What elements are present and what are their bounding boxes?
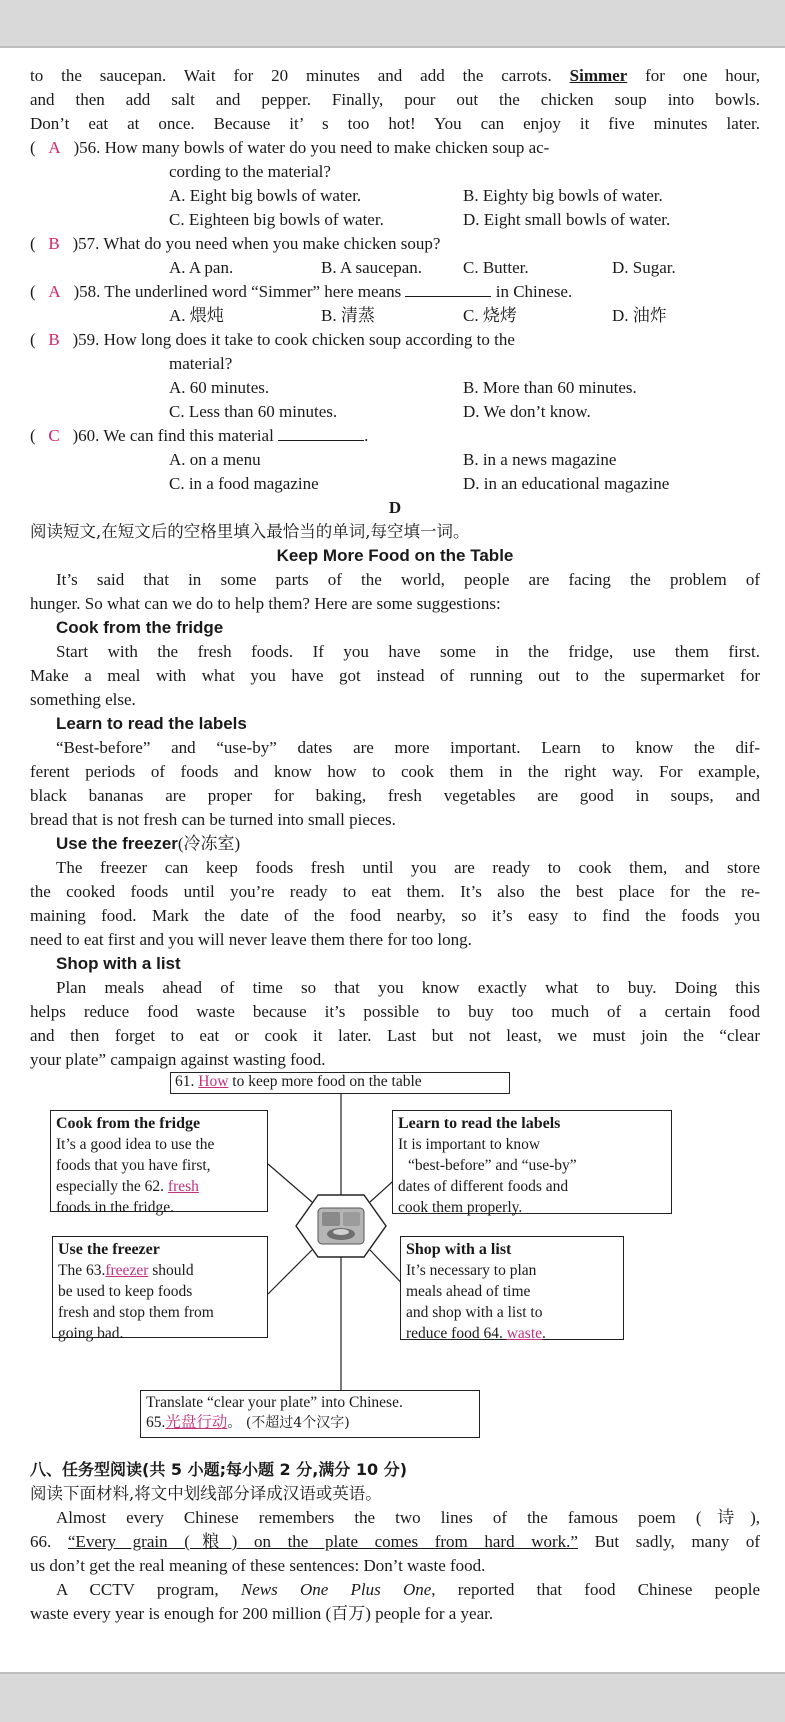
question-stem: cording to the material? [169, 162, 331, 181]
question-59: ( B )59. How long does it take to cook chicken soup according to the [30, 330, 515, 349]
section-letter: D [388, 498, 402, 517]
answer-blank[interactable] [278, 425, 364, 441]
filled-answer: fresh [167, 1178, 199, 1195]
bottom-margin-band [0, 1672, 785, 1722]
filled-answer: freezer [105, 1262, 149, 1279]
passage-line: the cooked foods until you’re ready to eat them. It’s also the best place for the re- [30, 882, 760, 901]
filled-answer: waste [506, 1325, 543, 1342]
passage-line: helps reduce food waste because it’s possible to buy too much of a certain food [30, 1002, 760, 1021]
option: D. 油炸 [612, 306, 667, 325]
subheading: Cook from the fridge [56, 618, 224, 637]
passage-line: Plan meals ahead of time so that you know exactly what to buy. Doing this [56, 978, 760, 997]
passage-line: us don’t get the real meaning of these sentences: Don’t waste food. [30, 1556, 486, 1575]
box-cook-from-fridge: Cook from the fridge It’s a good idea to use the foods that you have first, especially the 62. fresh foods in the fridge. [50, 1110, 268, 1212]
answer-letter: B [48, 330, 60, 349]
option: D. in an educational magazine [463, 474, 670, 493]
passage-line: “Best-before” and “use-by” dates are more important. Learn to know the dif- [56, 738, 760, 757]
option: A. 煨炖 [169, 306, 224, 325]
passage-line: and then add salt and pepper. Finally, pour out the chicken soup into bowls. [30, 90, 760, 109]
section-instruction: 阅读下面材料,将文中划线部分译成汉语或英语。 [30, 1484, 382, 1503]
question-57: ( B )57. What do you need when you make chicken soup? [30, 234, 441, 253]
answer-letter: A [48, 138, 61, 157]
passage-line: Don’t eat at once. Because it’ s too hot! You can enjoy it five minutes later. [30, 114, 760, 133]
question-stem: material? [169, 354, 233, 373]
box-read-labels: Learn to read the labels It is important to know “best-before” and “use-by” dates of different foods and cook them properly. [392, 1110, 672, 1214]
passage-line: A CCTV program, News One Plus One, reported that food Chinese people [56, 1580, 760, 1599]
option: A. A pan. [169, 258, 234, 277]
option: D. We don’t know. [463, 402, 591, 421]
answer-letter: A [48, 282, 61, 301]
underlined-word: Simmer [569, 66, 628, 85]
filled-answer: 光盘行动 [165, 1414, 228, 1431]
top-margin-band [0, 0, 785, 48]
passage-line: and then forget to eat or cook it later. Last but not least, we must join the “clear [30, 1026, 760, 1045]
option: B. More than 60 minutes. [463, 378, 637, 397]
tray-image-icon [318, 1208, 364, 1244]
passage-line: waste every year is enough for 200 million (百万) people for a year. [30, 1604, 494, 1623]
option: A. 60 minutes. [169, 378, 270, 397]
option: D. Sugar. [612, 258, 676, 277]
diagram-bottom-box: Translate “clear your plate” into Chinese. 65.光盘行动。 (不超过4个汉字) [140, 1390, 480, 1438]
passage-line: ferent periods of foods and know how to cook them in the right way. For example, [30, 762, 760, 781]
option: C. Eighteen big bowls of water. [169, 210, 384, 229]
box-shop-with-list: Shop with a list It’s necessary to plan meals ahead of time and shop with a list to reduce food 64. waste. [400, 1236, 624, 1340]
passage-line: maining food. Mark the date of the food nearby, so it’s easy to find the foods you [30, 906, 760, 925]
subheading: Use the freezer(冷冻室) [56, 834, 241, 853]
translation-target: “Every grain (粮) on the plate comes from hard work.” [67, 1532, 578, 1551]
option: C. in a food magazine [169, 474, 319, 493]
section-heading: 八、任务型阅读(共 5 小题;每小题 2 分,满分 10 分) [30, 1460, 408, 1479]
option: B. Eighty big bowls of water. [463, 186, 663, 205]
passage-line: Make a meal with what you have got instead of running out to the supermarket for [30, 666, 760, 685]
option: A. Eight big bowls of water. [169, 186, 362, 205]
passage-line: something else. [30, 690, 136, 709]
question-60: ( C )60. We can find this material . [30, 426, 369, 445]
passage-title: Keep More Food on the Table [276, 546, 514, 565]
passage-line: The freezer can keep foods fresh until you are ready to cook them, and store [56, 858, 760, 877]
passage-line: Almost every Chinese remembers the two lines of the famous poem (诗), [56, 1508, 760, 1527]
diagram-top-box: 61. How to keep more food on the table [170, 1072, 510, 1094]
passage-line: to the saucepan. Wait for 20 minutes and add the carrots. Simmer for one hour, [30, 66, 760, 85]
passage-line: It’s said that in some parts of the world, people are facing the problem of [56, 570, 760, 589]
option: B. A saucepan. [321, 258, 423, 277]
option: A. on a menu [169, 450, 261, 469]
filled-answer: How [198, 1073, 229, 1090]
box-use-freezer: Use the freezer The 63.freezer should be used to keep foods fresh and stop them from going bad. [52, 1236, 268, 1338]
passage-line: Start with the fresh foods. If you have some in the fridge, use them first. [56, 642, 760, 661]
answer-letter: B [48, 234, 60, 253]
option: B. 清蒸 [321, 306, 375, 325]
passage-line: bread that is not fresh can be turned into small pieces. [30, 810, 396, 829]
option: C. Butter. [463, 258, 529, 277]
passage-line: your plate” campaign against wasting food. [30, 1050, 326, 1069]
question-58: ( A )58. The underlined word “Simmer” here means in Chinese. [30, 282, 573, 301]
section-instruction: 阅读短文,在短文后的空格里填入最恰当的单词,每空填一词。 [30, 522, 470, 541]
answer-letter: C [48, 426, 60, 445]
question-56: ( A )56. How many bowls of water do you need to make chicken soup ac- [30, 138, 550, 157]
passage-line: need to eat first and you will never leave them there for too long. [30, 930, 472, 949]
passage-line: 66. “Every grain (粮) on the plate comes from hard work.” But sadly, many of [30, 1532, 761, 1551]
answer-blank[interactable] [405, 281, 491, 297]
subheading: Learn to read the labels [56, 714, 247, 733]
option: C. 烧烤 [463, 306, 517, 325]
passage-line: black bananas are proper for baking, fresh vegetables are good in soups, and [30, 786, 760, 805]
subheading: Shop with a list [56, 954, 181, 973]
option: D. Eight small bowls of water. [463, 210, 671, 229]
passage-line: hunger. So what can we do to help them? Here are some suggestions: [30, 594, 501, 613]
option: C. Less than 60 minutes. [169, 402, 338, 421]
option: B. in a news magazine [463, 450, 617, 469]
mind-map-diagram [50, 1072, 720, 1456]
